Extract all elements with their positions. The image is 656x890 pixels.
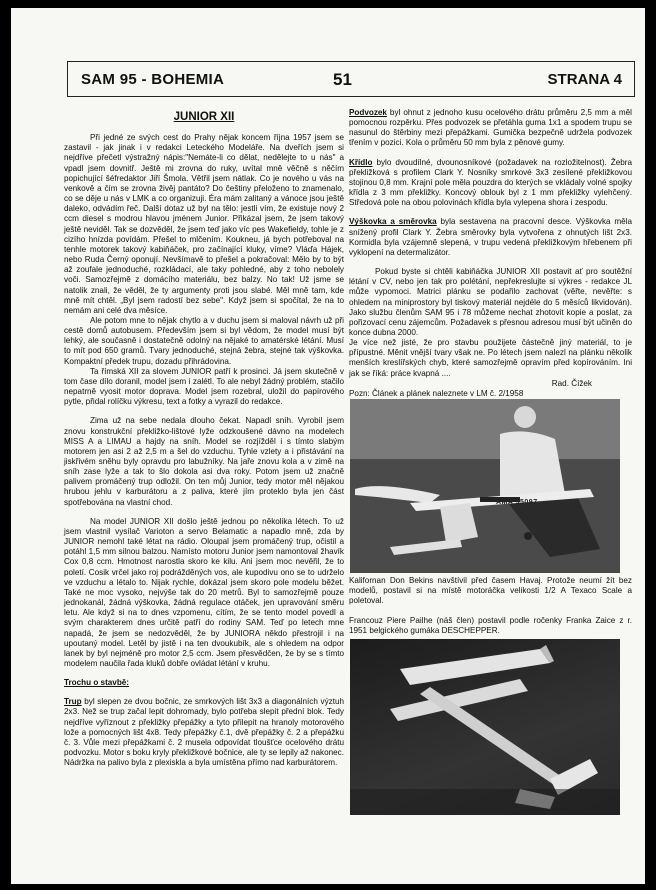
article-paragraph: Ale potom mne to nějak chytlo a v duchu jsem si maloval návrh už při cestě domů autobusem. Především jsem si byl vědom, že model musí být lehký, ale současně i dostatečně odolný na nějaké to amatérské létání. Musí to mít pod 650 gramů. Tvary jednoduché, stejná žebra, stejné tak výškovka. Kompaktní předek trupu, dozadu přihrádovina. [64, 315, 344, 366]
article-paragraph: Ta římská XII za slovem JUNIOR patří k prosinci. Já jsem skutečně v tom čase dílo doranil, model jsem i zalétl. To ale nebyl žádný problém, stačilo nepatrně vyosit motor doprava. Model jsem rozebral, uložil do papírového pytle, přidal rolíčku výkresu, text a fotky a vyrazil do redakce. [64, 366, 344, 407]
photo-deschepper-illustration [350, 639, 620, 815]
closing-paragraph: Je více než jisté, že pro stavbu použijete částečně jiný materiál, to je přípustné. Měnit vnější tvary však ne. Po létech jsem nalezl na plánku několik menších kreslířských chyb, které samozřejmě opravím před kopírováním. Ini jak se říká: práce kvapná .... [349, 338, 632, 378]
article-paragraph: Zima už na sebe nedala dlouho čekat. Napadl sníh. Vyrobil jsem znovu konstrukční překližko-lištové lyže odzkoušené dávno na modelech MISS A a LIMAU a hajdy na sníh. Model se rozjížděl i s tímto slabým motorem jen asi 2 až 2,5 m a šel do vzduchu. Tyhle vzlety a i přistávání na jiskřivém sněhu byly opravdu pro labužníky. Na jaře znovu kola a v zimě na sníh zase lyže a tak to šlo dokola asi dva roky. Potom jsem už značně palivem promáčený trup odložil. On ten můj Junior, tedy motor měl nějakou hrubou jehlu v karburátoru a z paliva, které jím proteklo byla jen část spotřebována na vlastní chod. [64, 416, 344, 507]
photo-don-bekins-illustration [350, 399, 620, 573]
trup-label: Trup [64, 697, 82, 707]
podvozek-paragraph [349, 108, 632, 149]
photo-deschepper-model [350, 639, 620, 815]
vyskovka-paragraph [349, 217, 632, 258]
podvozek-text: byl ohnut z jednoho kusu ocelového drátu průměru 2,5 mm a měl pomocnou rozpěrku. Přes podvozek se přetáhla guma 1x1 a spodem trupu se nasunul do štěrbiny mezi přepážkami. Gumička bezpečně udržela podvozek třením v pozici. Kola o průměru 50 mm byla z pěnové gumy. [349, 108, 632, 148]
right-column [349, 108, 632, 815]
page-header [67, 61, 635, 97]
kridlo-text: bylo dvoudílné, dvounosníkové (požadavek na rozložitelnost). Žebra překližková s profilem Clark Y. Nosníky smrkové 3x3 zesílené překližkovou stojinou 0,8 mm. Krajní pole měla pouzdra do kterých se vkládaly volné spojky křídla z 3 mm překližky. Koncový oblouk byl z 1 mm překližky vylehčený. Středová pole na obou polovinách křídla byla vylepena shora i zespodu. [349, 157, 632, 208]
podvozek-label: Podvozek [349, 108, 387, 117]
vyskovka-text: byla sestavena na pracovní desce. Výškovka měla snížený profil Clark Y. Žebra směrovky byla vytvořena z ohnutých lišt 2x3. Kormidla byla vzájemně slepená, v trupu vedená překližkovým hřebenem při vyklopení na determalizátor. [349, 217, 632, 257]
trup-text: byl slepen ze dvou bočnic, ze smrkových lišt 3x3 a diagonálních výztuh 2x3. Než se trup začal lepit dohromady, bylo potřeba slepit přední blok. Tedy nejdříve vyříznout z překližky přepážky a tyto přilepit na hranoly motorového lože a pomocných lišt 4x8. Tedy přepážky č.1, dvě přepážky č. 2 a přepážku č. 3. Vůle mezi přepážkami č. 2 musela odpovídat tloušťce ocelového drátu podvozku. Motor s boku kryly překližkové bočnice, ale ty se lepily až nakonec. Nádržka na palivo byla z plexiskla a byla umístěna přímo nad karburátorem. [64, 697, 344, 768]
closing-paragraph: Pokud byste si chtěli kabiňáčka JUNIOR XII postavit ať pro soutěžní létání v CV, nebo jen tak pro polétání, nepřekreslujte si výkres - redakce JL může vypomoci. Matrici plánku se podařilo zachovat (věřte, nevěřte: s ohledem na miniprostory byl tiskový materiál nejdéle do 5 měsíců likvidován). Jako službu členům SAM 95 i 78 můžeme nechat zhotovit kopie a poslat, za pořizovací cenu zájemcům. Požadavek s přesnou adresou musí být učiněn do konce dubna 2000. [349, 267, 632, 337]
header-strana: STRANA 4 [547, 71, 622, 88]
header-page-number: 51 [333, 70, 352, 89]
vyskovka-label: Výškovka a směrovka [349, 217, 437, 227]
construction-heading: Trochu o stavbě: [64, 678, 130, 688]
article-note: Pozn: Článek a plánek naleznete v LM č. 2/1958 [349, 388, 524, 398]
author-signature: Rad. Čížek [551, 378, 592, 388]
header-club-name: SAM 95 - BOHEMIA [81, 71, 225, 88]
left-column [64, 108, 344, 768]
trup-paragraph [64, 697, 344, 768]
photo1-caption: Kalifornan Don Bekins navštívil před časem Havaj. Protože neumí žít bez modelů, postavil si na místě motoráčka velikosti 1/2 A Texaco Scale a poletoval. [349, 576, 632, 606]
article-title: JUNIOR XII [173, 111, 235, 123]
kridlo-paragraph [349, 158, 632, 209]
kridlo-label: Křídlo [349, 157, 373, 167]
document-page [11, 8, 645, 884]
article-paragraph: Na model JUNIOR XII došlo ještě jednou po několika létech. To už jsem vlastnil vysílač Varioton a servo Belamatic a napadlo mně, zda by JUNIOR nemohl také létat na rádio. Oloupal jsem promáčený trup, očistil a potáhl 1,5 mm silnou balzou. Namísto motoru Junior jsem namontoval žhavík Cox 0,8 ccm. Hmotnost narostla skoro ke kilu. Ani jsem moc nevěřil, že to poletí. Cosik vrčel jako roj podrážděných vos, ale kupodivu ono se to udrželo ve vzduchu a létalo to. Nijak rychle, dokázal jsem skoro pole modelu běžet. Také ne moc vysoko, nejvýše tak do 20 metrů. Byl to samozřejmě pouze jednokanál, žádná výškovka, žádná regulace otáček, jen upravování směru letu. Ale když si na to dnes vzpomenu, cítím, že se tento model povedl a svým charakterem dnes určitě patří do rodiny SAM. Teď po letech mne napadá, že jsem se nedozvěděl, že by JUNIORA někdo přestrojil i na upoutaný model. Letěl by jistě i na ten dvoukubík, ale s ohledem na odpor lanek by byl nejméně pro motor 2,5 ccm. Jsem přesvědčen, že by se s tímto modelem naučila řada kluků dobře ovládat létání v kruhu. [64, 516, 344, 668]
photo2-caption: Francouz Piere Pailhe (náš člen) postavil podle ročenky Franka Zaice z r. 1951 belgického gumáka DESCHEPPER. [349, 615, 632, 635]
article-paragraph: Při jedné ze svých cest do Prahy nějak koncem října 1957 jsem se zastavil - jak jinak i v redakci Leteckého Modeláře. Na dveřích jsem si nejdříve přečetl výstražný nápis:"Nemáte-li co dělat, nedělejte to u nás" a vpadl jsem dovnitř. Ještě mi zrovna do ruky, uvítal mně věčně s něčím popichující šéfredaktor Jiří Šmola. Větřil jsem nátlak. Co je nového u vás na venkově a čím se zrovna živěj pantáto? Do češtiny přeloženo to znamenalo, co se děje u nás v LMK a co organizuji. Éra mám zalitaný a vánoce jsou ještě daleko, odvádím řeč. Další dotaz už byl na tělo: jestli vím, že existuje nový 2 ccm diesel s modrou hlavou jménem Junior. Přikázal jsem, že jsem takový ještě neviděl. Tak se dozvěděl, že jsem teď jako víc pes Wakefieldy, tohle je z cizího hnízda povídám. Přešel to mlčením. Koukneu, já bych potřeboval na tenhle motorek takový kabiňáček, pro začínající kluky, víme? Vláďa Hájek, nebo Ruda Černý oponují. Nevšímavě to přešel a pokračoval: Mělo by to být až zoufale jednoduché, rozkládací, ale taky pohledné, aby z toho nebolely voči. Samozřejmě z domácího materiálu, bez balzy. No tak! Už jsme se natolik znali, že věděl, že ty argumenty proti jsou slabé. Měl mně tam, kde mně mít chtěl. „Byl jsem radostí bez sebe". Když jsem si spočítal, že na to nemám ani celé dva měsíce. [64, 133, 344, 315]
photo-model-label: AMA 95097 [496, 499, 538, 507]
photo-don-bekins [350, 399, 620, 573]
